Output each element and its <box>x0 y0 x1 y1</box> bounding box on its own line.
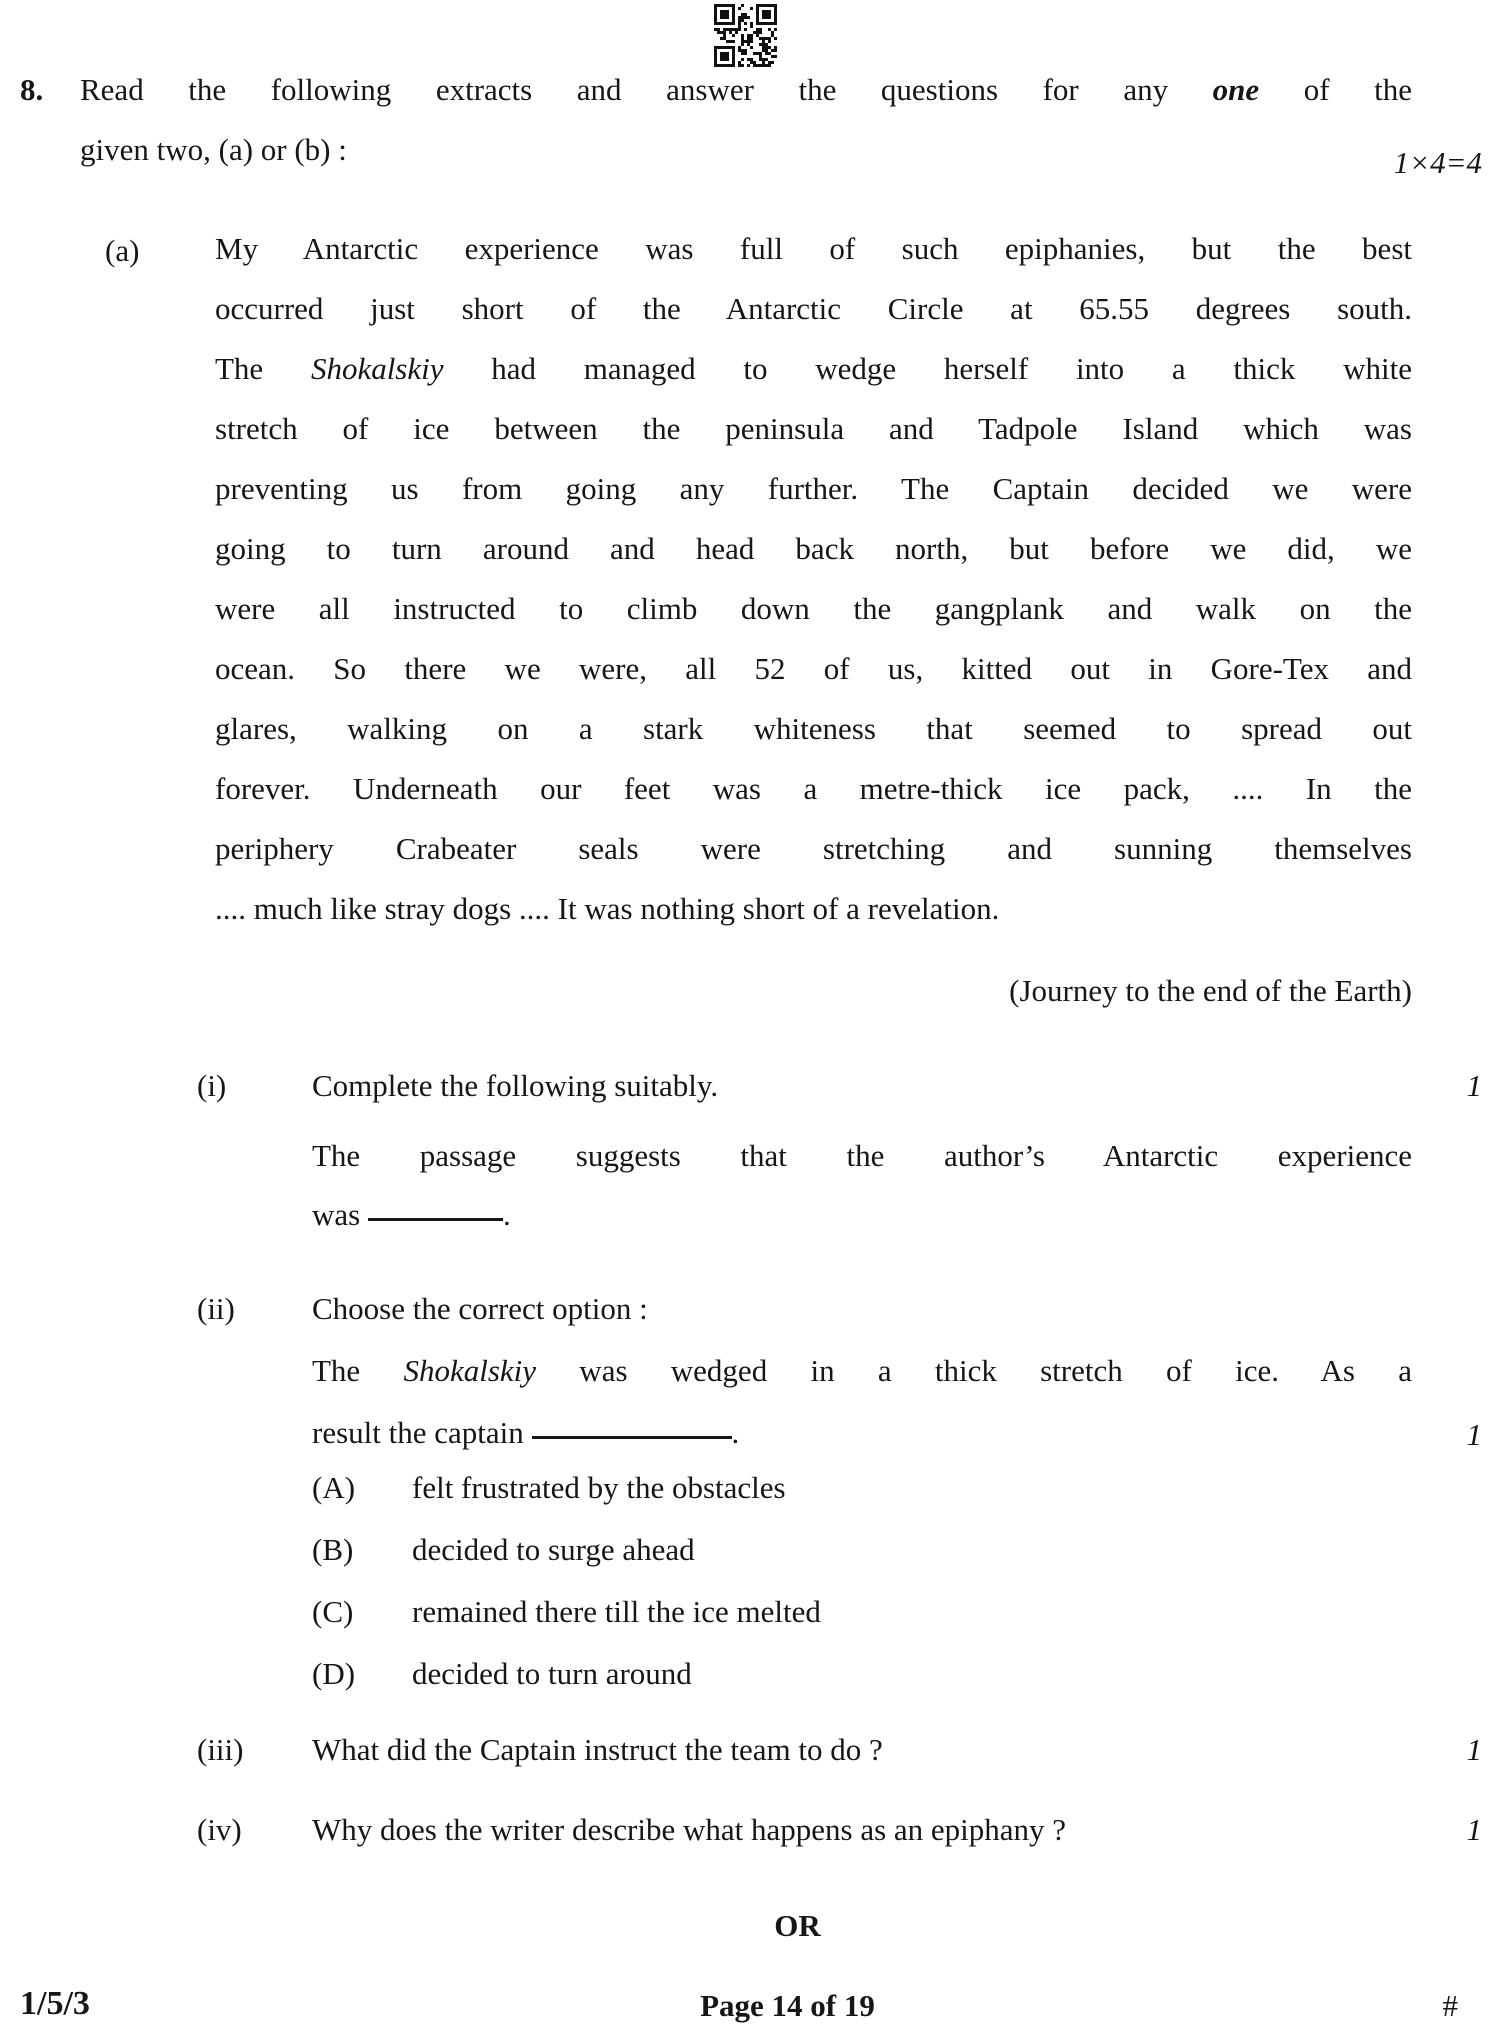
question-number: 8. <box>20 72 44 107</box>
or-separator: OR <box>774 1908 821 1943</box>
mcq-option-label: (D) <box>312 1656 356 1691</box>
text-line <box>215 819 1412 879</box>
sub-question-iii-marks: 1 <box>1466 1732 1482 1767</box>
text-line <box>215 279 1412 339</box>
sub-question-ii-prompt: Choose the correct option : <box>312 1291 648 1326</box>
text-segment: were all instructed to climb down the gangplank and walk on the <box>215 591 1412 626</box>
question-marks: 1×4=4 <box>1393 145 1482 180</box>
mcq-option-row <box>312 1643 1412 1705</box>
question-intro-line1 <box>80 60 1412 120</box>
mcq-option-label: (A) <box>312 1470 356 1505</box>
mcq-option-row <box>312 1581 1412 1643</box>
mcq-option-row <box>312 1457 1412 1519</box>
text-line <box>312 1126 1412 1185</box>
mcq-option-text: decided to surge ahead <box>412 1532 695 1567</box>
text-segment: preventing us from going any further. The Captain decided we were <box>215 471 1412 506</box>
text-line <box>215 759 1412 819</box>
text-segment: .... much like stray dogs .... It was nothing short of a revelation. <box>215 891 1000 926</box>
text-segment: result the captain <box>312 1415 532 1450</box>
mcq-option-label: (C) <box>312 1594 354 1629</box>
text-segment: glares, walking on a stark whiteness that seemed to spread out <box>215 711 1412 746</box>
text-segment: forever. Underneath our feet was a metre-thick ice pack, .... In the <box>215 771 1412 806</box>
mcq-options <box>312 1457 1412 1705</box>
text-line <box>215 579 1412 639</box>
text-segment: The <box>215 351 311 386</box>
sub-question-i-label: (i) <box>197 1068 227 1103</box>
page-number: Page 14 of 19 <box>700 1988 875 2023</box>
text-segment: Read the following extracts and answer the questions for any <box>80 72 1213 107</box>
sub-question-ii-marks: 1 <box>1466 1417 1482 1452</box>
sub-question-i-body <box>312 1126 1412 1244</box>
text-line <box>215 639 1412 699</box>
text-segment: of the <box>1259 72 1412 107</box>
sub-question-iii-label: (iii) <box>197 1732 244 1767</box>
text-segment: one <box>1212 72 1260 107</box>
text-segment: periphery Crabeater seals were stretching and sunning themselves <box>215 831 1412 866</box>
text-segment: . <box>502 1197 511 1232</box>
text-segment: going to turn around and head back north, but before we did, we <box>215 531 1412 566</box>
mcq-option-row <box>312 1519 1412 1581</box>
mcq-option-text: felt frustrated by the obstacles <box>412 1470 786 1505</box>
hash-mark: # <box>1442 1988 1458 2023</box>
text-segment: Shokalskiy <box>310 351 444 386</box>
sub-question-ii-label: (ii) <box>197 1291 235 1326</box>
text-segment: The passage suggests that the author’s Antarctic experience <box>312 1138 1412 1173</box>
sub-question-iii-prompt: What did the Captain instruct the team to do ? <box>312 1732 883 1767</box>
mcq-option-text: remained there till the ice melted <box>412 1594 821 1629</box>
sub-question-ii-body <box>312 1340 1412 1464</box>
sub-question-iv-label: (iv) <box>197 1812 242 1847</box>
passage <box>215 219 1412 939</box>
answer-blank <box>532 1430 732 1439</box>
text-segment: ocean. So there we were, all 52 of us, kitted out in Gore-Tex and <box>215 651 1412 686</box>
question-intro-line2: given two, (a) or (b) : <box>80 132 347 167</box>
text-segment: was wedged in a thick stretch of ice. As a <box>536 1353 1412 1388</box>
text-segment: Shokalskiy <box>403 1353 537 1388</box>
answer-blank <box>368 1212 503 1221</box>
text-segment: . <box>731 1415 740 1450</box>
paper-code: 1/5/3 <box>20 1985 90 2022</box>
text-line <box>312 1185 1412 1244</box>
text-line <box>215 459 1412 519</box>
text-segment: had managed to wedge herself into a thick white <box>443 351 1412 386</box>
text-line <box>215 699 1412 759</box>
text-line <box>312 1340 1412 1402</box>
qr-code-icon <box>714 4 777 67</box>
sub-question-iv-prompt: Why does the writer describe what happens as an epiphany ? <box>312 1812 1067 1847</box>
part-a-label: (a) <box>105 233 140 268</box>
text-segment: stretch of ice between the peninsula and Tadpole Island which was <box>215 411 1412 446</box>
text-line <box>215 879 1412 939</box>
text-line <box>215 219 1412 279</box>
text-line <box>215 339 1412 399</box>
text-segment: was <box>312 1197 368 1232</box>
text-segment: My Antarctic experience was full of such epiphanies, but the best <box>215 231 1412 266</box>
sub-question-iv-marks: 1 <box>1466 1812 1482 1847</box>
sub-question-i-marks: 1 <box>1466 1068 1482 1103</box>
text-line <box>312 1402 1412 1464</box>
mcq-option-text: decided to turn around <box>412 1656 692 1691</box>
sub-question-i-prompt: Complete the following suitably. <box>312 1068 719 1103</box>
text-line <box>215 399 1412 459</box>
text-line <box>215 519 1412 579</box>
text-segment: The <box>312 1353 404 1388</box>
text-segment: occurred just short of the Antarctic Circle at 65.55 degrees south. <box>215 291 1412 326</box>
mcq-option-label: (B) <box>312 1532 354 1567</box>
passage-attribution: (Journey to the end of the Earth) <box>1009 973 1412 1008</box>
